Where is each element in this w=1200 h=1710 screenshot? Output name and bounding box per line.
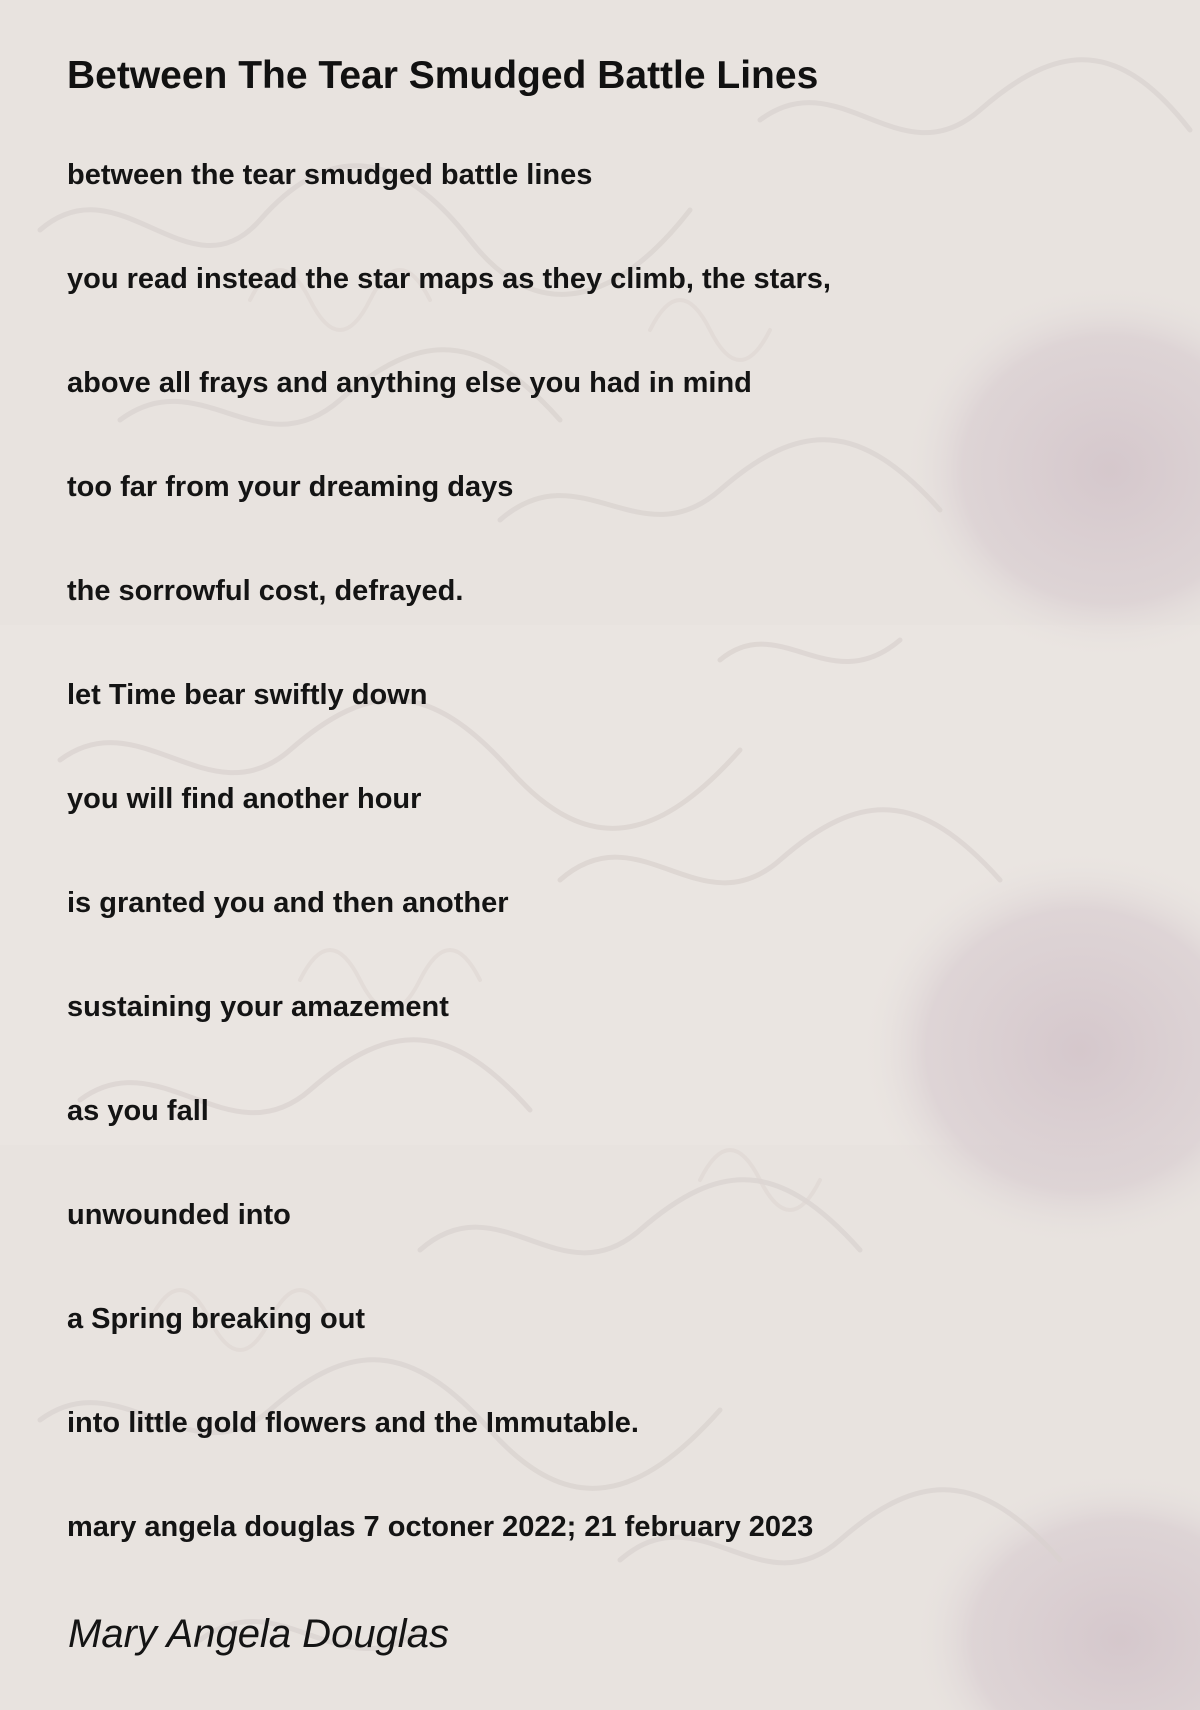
poem-line: mary angela douglas 7 octoner 2022; 21 february 2023: [67, 1511, 814, 1543]
poem-line: as you fall: [67, 1095, 209, 1127]
poem-page: [67, 50, 1147, 102]
poem-line: too far from your dreaming days: [67, 471, 514, 503]
poem-line: the sorrowful cost, defrayed.: [67, 575, 464, 607]
poem-line: sustaining your amazement: [67, 991, 449, 1023]
poem-line: a Spring breaking out: [67, 1303, 366, 1335]
author-name: Mary Angela Douglas: [68, 1612, 449, 1656]
poem-title: Between The Tear Smudged Battle Lines: [67, 54, 819, 97]
poem-line: unwounded into: [67, 1199, 291, 1231]
poem-line: between the tear smudged battle lines: [67, 159, 593, 191]
poem-line: you will find another hour: [67, 783, 422, 815]
poem-line: let Time bear swiftly down: [67, 679, 428, 711]
poem-line: is granted you and then another: [67, 887, 509, 919]
poem-line: into little gold flowers and the Immutable.: [67, 1407, 639, 1439]
poem-line: above all frays and anything else you had in mind: [67, 367, 752, 399]
poem-line: you read instead the star maps as they climb, the stars,: [67, 263, 831, 295]
